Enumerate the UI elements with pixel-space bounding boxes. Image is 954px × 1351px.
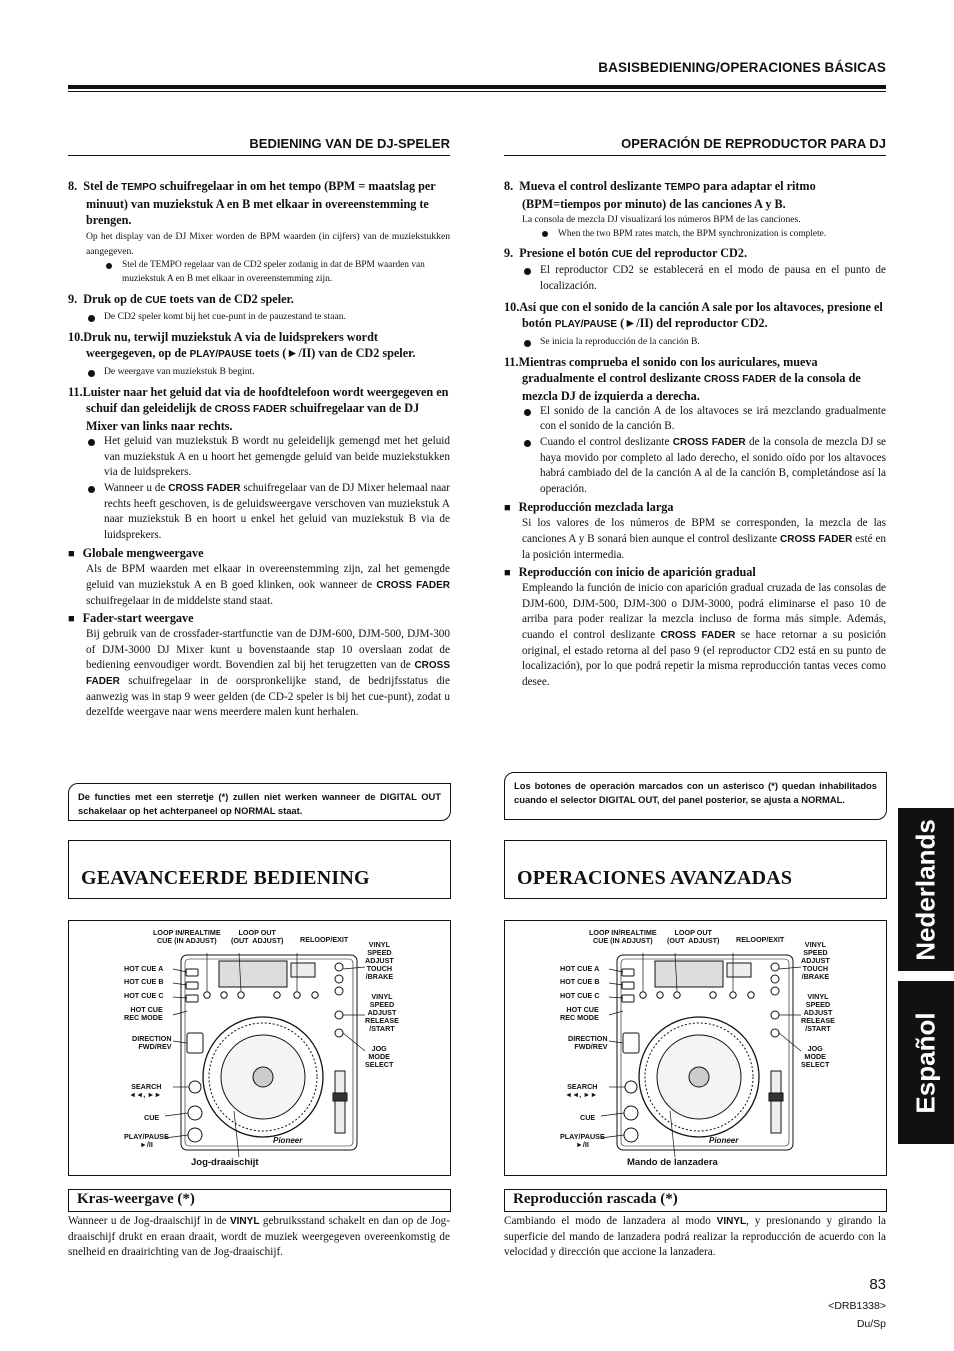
right-step8-bullet: When the two BPM rates match, the BPM synchronization is complete. [522, 228, 886, 242]
figure-label-play: PLAY/PAUSE ►/II [560, 1132, 605, 1149]
bullet-text: Wanneer u de [104, 481, 169, 494]
step-text: Stel de [83, 179, 122, 193]
figure-label-direction: DIRECTION FWD/REV [132, 1034, 172, 1051]
step-text: Mientras comprueba el sonido con los auriculares, mueva gradualmente el control deslizante [518, 354, 818, 385]
language-code: Du/Sp [856, 1318, 886, 1330]
left-step11 [68, 384, 450, 434]
right-advanced-box [504, 840, 887, 899]
figure-label-vinyl-release: VINYL SPEED ADJUST RELEASE /START [365, 992, 399, 1033]
left-step11-bullet1: Het geluid van muziekstuk B wordt nu geleidelijk gemengd met het geluid van muziekstuk A en u hoort het gemengde geluid van beide muziekstukken via de luidsprekers. [68, 434, 450, 481]
right-step11-bullet2 [504, 435, 886, 497]
step-text: de la consola de mezcla DJ de izquierda a derecha. [522, 370, 861, 403]
step-number: 8. [504, 179, 514, 193]
right-player-figure [504, 920, 887, 1176]
brand-logo: Pioneer [273, 1136, 303, 1145]
para-text: Empleando la función de inicio con aparición gradual cruzada de las consolas de DJM-600, DJM-500, DJM-300 o DJM-3000, podrá eliminarse el paso 10 de arriba para poder realizar la mezcla incluso de forma más simple. Además, cuando el control deslizante [522, 582, 886, 641]
tempo-label: TEMPO [121, 182, 157, 193]
vinyl-label: VINYL [229, 1216, 260, 1227]
left-step9-bullet: De CD2 speler komt bij het cue-punt in de pauzestand te staan. [68, 310, 450, 325]
figure-label-cue: CUE [580, 1113, 596, 1122]
figure-label-loop-in: LOOP IN/REALTIME CUE (IN ADJUST) [153, 928, 221, 945]
left-step9 [68, 291, 450, 309]
bullet-text: de la consola de mezcla DJ se haya movido por completo al lado derecho, el sonido oído por los altavoces habrá cambiado del de la canción A al de la canción B, completándose así la operación. [540, 435, 887, 495]
figure-label-reloop: RELOOP/EXIT [300, 935, 349, 944]
document-code: <DRB1338> [828, 1300, 886, 1312]
header-rule [68, 85, 886, 89]
step-text: Presione el botón [519, 246, 612, 261]
step-text: Así que con el sonido de la canción A sale por los altavoces, presione el botón [519, 300, 883, 331]
left-advanced-box [68, 840, 451, 899]
cross-fader-label: CROSS FADER [86, 660, 450, 687]
figure-label-vinyl-release: VINYL SPEED ADJUST RELEASE /START [801, 992, 835, 1033]
figure-label-loop-out: LOOP OUT (OUT ADJUST) [667, 928, 720, 945]
figure-caption: Jog-draaischijt [191, 1157, 259, 1168]
step-text: schuifregelaar in om het tempo (BPM = maatslag per minuut) van muziekstuk A en B met elkaar in overeenstemming te brengen. [86, 179, 436, 227]
step-text: (►/II) del reproductor CD2. [617, 316, 768, 331]
left-fader-start-title: ■ Fader-start weergave [68, 610, 450, 627]
right-scratch-text [504, 1214, 886, 1261]
step-number: 8. [68, 179, 78, 193]
step-number: 11. [68, 385, 83, 400]
para-text: schuifregelaar in de middelste stand staat. [86, 594, 274, 607]
left-fader-start-text [86, 627, 450, 721]
play-pause-label: PLAY/PAUSE [189, 348, 252, 360]
para-text: Als de BPM waarden met elkaar in overeenstemming zijn, zal het gemengde geluid van muziekstuk A en B goed klinken, ook wanneer de [86, 563, 450, 591]
left-player-figure [68, 920, 451, 1176]
step-text: Mueva el control deslizante [519, 179, 665, 193]
left-step8 [68, 178, 450, 228]
step-number: 10. [504, 300, 520, 315]
cross-fader-label: CROSS FADER [672, 436, 746, 448]
right-scratch-title: Reproducción rascada (*) [513, 1191, 678, 1207]
tab-nederlands[interactable] [898, 808, 954, 971]
step-text: toets (►/II) van de CD2 speler. [251, 345, 416, 360]
bullet-text: schuifregelaar van de DJ Mixer helemaal naar rechts heeft geschoven, is de geluidsweergave verschoven van muziekstuk A naar muziekstuk B en hoort u enkel het geluid van muziekstuk B via de luidsprekers. [104, 481, 450, 541]
step-text: para adaptar el ritmo (BPM=tiempos por minuto) de las canciones A y B. [522, 179, 816, 211]
left-step8-note: Op het display van de DJ Mixer worden de BPM waarden (in cijfers) van de muziekstukken aangegeven. [86, 231, 450, 257]
play-pause-label: PLAY/PAUSE [554, 319, 618, 331]
left-section-title: BEDIENING VAN DE DJ-SPELER [249, 136, 450, 151]
figure-label-hot-rec: HOT CUE REC MODE [560, 1005, 599, 1022]
right-step11-bullet1: El sonido de la canción A de los altavoces se irá mezclando gradualmente con el sonido de la canción B. [504, 404, 886, 435]
right-fade-start-text [522, 581, 886, 690]
cross-fader-label: CROSS FADER [376, 579, 451, 591]
page-number: 83 [869, 1276, 886, 1293]
figure-label-search: SEARCH ◄◄, ►► [129, 1082, 162, 1099]
right-long-mix-text [522, 516, 886, 563]
right-fade-start-title: ■ Reproducción con inicio de aparición gradual [504, 564, 886, 581]
left-step8-bullet: Stel de TEMPO regelaar van de CD2 speler zodanig in dat de BPM waarden van muziekstuk A en B met elkaar in overeenstemming zijn. [86, 259, 450, 286]
figure-label-hot-c: HOT CUE C [560, 991, 600, 1000]
figure-label-hot-c: HOT CUE C [124, 991, 164, 1000]
para-text: Si los valores de los números de BPM se corresponden, la mezcla de las canciones A y B sonará bien aunque el control deslizante [522, 517, 886, 545]
cue-label: CUE [145, 295, 167, 307]
left-warning-box: De functies met een sterretje (*) zullen niet werken wanneer de DIGITAL OUT schakelaar op het achterpaneel op NORMAL staat. [68, 783, 451, 821]
left-step10-bullet: De weergave van muziekstuk B begint. [68, 365, 450, 380]
step-text: del reproductor CD2. [632, 246, 747, 261]
figure-label-search: SEARCH ◄◄, ►► [565, 1082, 598, 1099]
left-global-mix-text [86, 562, 450, 609]
left-step11-bullet2 [68, 481, 450, 543]
figure-label-hot-a: HOT CUE A [560, 964, 600, 973]
step-text: Luister naar het geluid dat via de hoofdtelefoon wordt weergegeven en schuif dan geleidelijk de [82, 385, 449, 416]
step-number: 10. [68, 329, 84, 344]
right-step11 [504, 354, 886, 404]
right-long-mix-title: ■ Reproducción mezclada larga [504, 499, 886, 516]
step-number: 9. [68, 292, 78, 307]
para-text: Bij gebruik van de crossfader-startfunctie van de DJM-600, DJM-500, DJM-300 of DJM-3000 DJ Mixer kunt u bovenstaande stap 10 overslaan zodat de bediening eenvoudiger wordt. Bovendien zal bij het terugzetten van de [86, 628, 450, 672]
figure-label-hot-b: HOT CUE B [124, 977, 164, 986]
right-section-title: OPERACIÓN DE REPRODUCTOR PARA DJ [621, 136, 886, 151]
right-step8 [504, 178, 886, 212]
tab-nederlands-label: Nederlands [910, 818, 941, 961]
right-scratch-box [504, 1189, 887, 1212]
tempo-label: TEMPO [664, 182, 701, 193]
tab-espanol[interactable] [898, 981, 954, 1144]
figure-label-hot-a: HOT CUE A [124, 964, 164, 973]
right-step9-bullet: El reproductor CD2 se establecerá en el modo de pausa en el punto de localización. [504, 263, 886, 294]
right-step10-bullet: Se inicia la reproducción de la canción B. [504, 335, 886, 350]
para-text: se hace retornar a su posición original, el estado retorna al del paso 9 (el reproductor CD2 está en su punto de localización), por lo que podrá repetir la misma reproducción tantas veces como desee. [522, 628, 887, 688]
left-step10 [68, 329, 450, 363]
right-warning-box: Los botones de operación marcados con un asterisco (*) quedan inhabilitados cuando el selector DIGITAL OUT, del panel posterior, se ajusta a NORMAL. [504, 772, 887, 820]
figure-label-cue: CUE [144, 1113, 160, 1122]
bullet-text: Cuando el control deslizante [540, 435, 673, 448]
figure-label-loop-out: LOOP OUT (OUT ADJUST) [231, 928, 284, 945]
step-text: Druk nu, terwijl muziekstuk A via de luidsprekers wordt weergegeven, op de [83, 329, 378, 360]
step-text: toets van de CD2 speler. [166, 292, 294, 307]
para-text: esté en la posición intermedia. [522, 532, 887, 561]
vinyl-label: VINYL [716, 1216, 747, 1227]
step-text: Druk op de [83, 292, 146, 307]
para-text: , y presionando y girando la superficie del mando de lanzadera podrá realizar la reproducción de acuerdo con la velocidad y dirección que accione la lanzadera. [504, 1215, 886, 1259]
para-text: Cambiando el modo de lanzadera al modo [504, 1215, 717, 1227]
figure-label-jog-mode: JOG MODE SELECT [365, 1044, 394, 1069]
cue-label: CUE [611, 249, 633, 261]
para-text: gebruiksstand schakelt en dan op de Jog-draaischijf drukt en eraan draait, wordt de muziek weergegeven overeenkomstig de snelheid en draairichting van de Jog-draaischijf. [68, 1215, 450, 1259]
header-rule-thin [68, 91, 886, 92]
left-scratch-text [68, 1214, 450, 1261]
step-number: 9. [504, 246, 514, 261]
right-step9 [504, 245, 886, 263]
para-text: Wanneer u de Jog-draaischijf in de [68, 1215, 230, 1227]
cross-fader-label: CROSS FADER [703, 373, 777, 385]
left-advanced-title: GEAVANCEERDE BEDIENING [81, 867, 370, 889]
tab-espanol-label: Español [910, 1011, 941, 1114]
cross-fader-label: CROSS FADER [214, 404, 287, 416]
cross-fader-label: CROSS FADER [168, 482, 241, 494]
left-section-rule [68, 155, 450, 156]
right-step8-note: La consola de mezcla DJ visualizará los números BPM de las canciones. [522, 214, 801, 225]
figure-label-vinyl-touch: VINYL SPEED ADJUST TOUCH /BRAKE [801, 940, 830, 981]
figure-caption: Mando de lanzadera [627, 1157, 718, 1168]
brand-logo: Pioneer [709, 1136, 739, 1145]
figure-label-vinyl-touch: VINYL SPEED ADJUST TOUCH /BRAKE [365, 940, 394, 981]
right-section-rule [504, 155, 886, 156]
left-scratch-title: Kras-weergave (*) [77, 1191, 195, 1207]
right-advanced-title: OPERACIONES AVANZADAS [517, 867, 793, 889]
figure-label-hot-b: HOT CUE B [560, 977, 600, 986]
cross-fader-label: CROSS FADER [780, 533, 853, 545]
figure-label-direction: DIRECTION FWD/REV [568, 1034, 608, 1051]
figure-label-reloop: RELOOP/EXIT [736, 935, 785, 944]
header-title: BASISBEDIENING/OPERACIONES BÁSICAS [598, 60, 886, 75]
para-text: schuifregelaar in de oorspronkelijke stand, de bedrijfsstatus die aanwezig was in stap 9 weer gelden (de CD-2 speler is bij het cue-punt), zodat u dezelfde weergave naar wens meerdere malen kunt herhalen. [86, 674, 450, 719]
cross-fader-label: CROSS FADER [660, 629, 736, 641]
left-global-mix-title: ■ Globale mengweergave [68, 545, 450, 562]
figure-label-jog-mode: JOG MODE SELECT [801, 1044, 830, 1069]
step-number: 11. [504, 354, 519, 369]
figure-label-loop-in: LOOP IN/REALTIME CUE (IN ADJUST) [589, 928, 657, 945]
left-steps [68, 178, 450, 721]
right-steps [504, 178, 886, 690]
step-text: schuifregelaar van de DJ Mixer van links naar rechts. [86, 401, 420, 434]
right-step10 [504, 299, 886, 333]
figure-label-play: PLAY/PAUSE ►/II [124, 1132, 169, 1149]
left-scratch-box [68, 1189, 451, 1212]
figure-label-hot-rec: HOT CUE REC MODE [124, 1005, 163, 1022]
